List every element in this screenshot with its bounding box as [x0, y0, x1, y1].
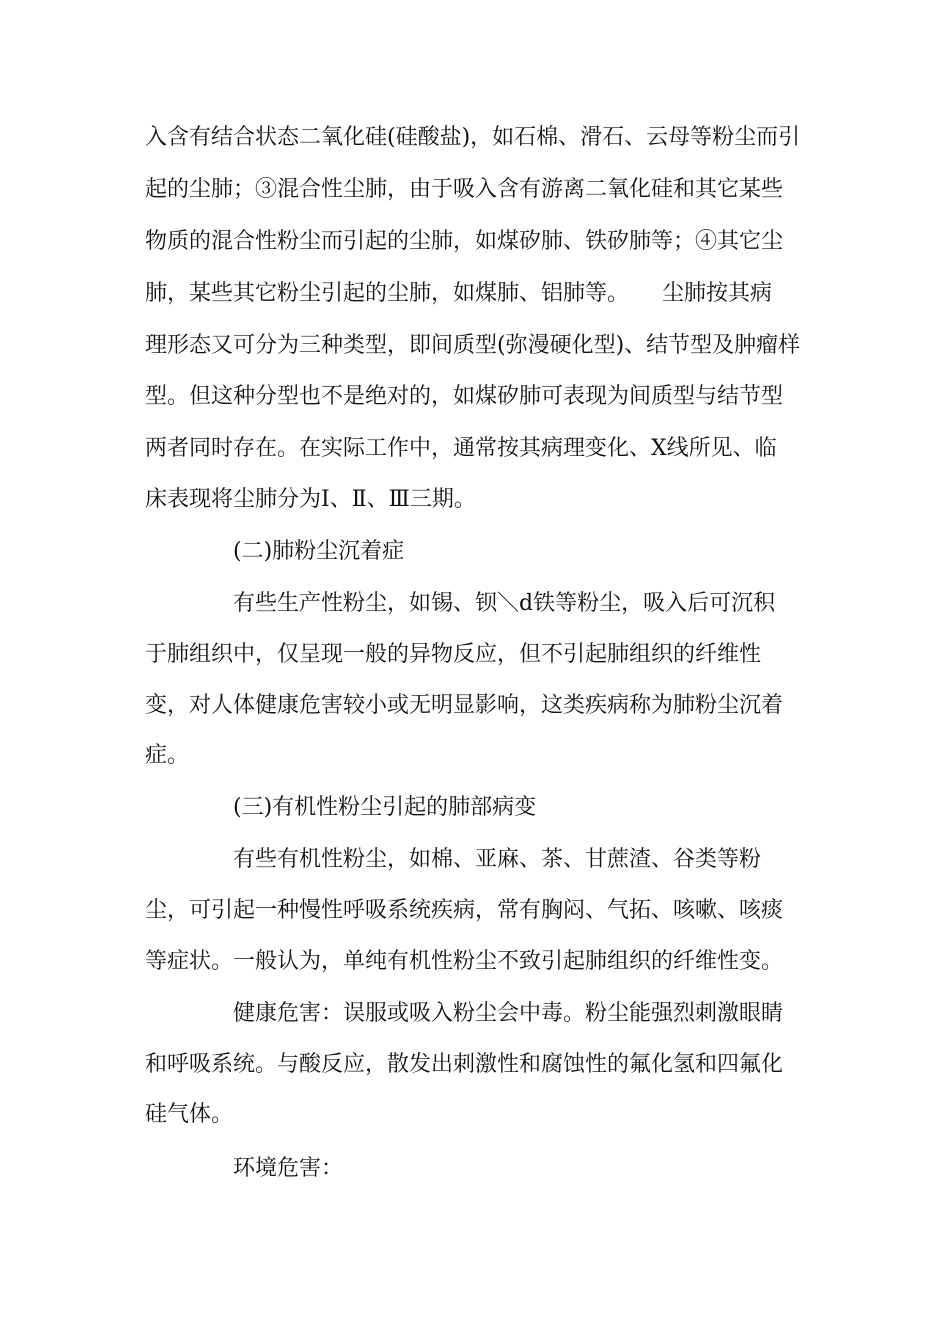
text-line: 尘，可引起一种慢性呼吸系统疾病，常有胸闷、气拓、咳嗽、咳痰: [145, 898, 784, 923]
text-line: 于肺组织中，仅呈现一般的异物反应，但不引起肺组织的纤维性: [145, 642, 762, 667]
section-heading: (二)肺粉尘沉着症: [233, 539, 405, 564]
text-line: 有些生产性粉尘，如锡、钡＼d铁等粉尘，吸入后可沉积: [233, 591, 776, 616]
text-line: 有些有机性粉尘，如棉、亚麻、茶、甘蔗渣、谷类等粉: [233, 847, 762, 872]
text-line: 理形态又可分为三种类型，即间质型(弥漫硬化型)、结节型及肿瘤样: [145, 333, 801, 358]
text-line: 肺，某些其它粉尘引起的尘肺，如煤肺、铝肺等。 尘肺按其病: [145, 281, 773, 306]
text-line: 等症状。一般认为，单纯有机性粉尘不致引起肺组织的纤维性变。: [145, 949, 784, 974]
text-line: 环境危害：: [233, 1156, 344, 1181]
text-line: 物质的混合性粉尘而引起的尘肺，如煤矽肺、铁矽肺等；④其它尘: [145, 229, 784, 254]
section-heading: (三)有机性粉尘引起的肺部病变: [233, 795, 537, 820]
text-line: 两者同时存在。在实际工作中，通常按其病理变化、X线所见、临: [145, 436, 777, 461]
text-line: 床表现将尘肺分为Ⅰ、Ⅱ、Ⅲ三期。: [145, 487, 476, 512]
text-line: 健康危害：误服或吸入粉尘会中毒。粉尘能强烈刺激眼睛: [233, 1001, 784, 1026]
text-line: 症。: [145, 743, 190, 768]
text-line: 硅气体。: [145, 1102, 234, 1127]
text-line: 起的尘肺；③混合性尘肺，由于吸入含有游离二氧化硅和其它某些: [145, 177, 784, 202]
text-line: 型。但这种分型也不是绝对的，如煤矽肺可表现为间质型与结节型: [145, 384, 784, 409]
text-line: 和呼吸系统。与酸反应，散发出刺激性和腐蚀性的氟化氢和四氟化: [145, 1052, 784, 1077]
text-line: 入含有结合状态二氧化硅(硅酸盐)，如石棉、滑石、云母等粉尘而引: [145, 125, 801, 150]
text-line: 变，对人体健康危害较小或无明显影响，这类疾病称为肺粉尘沉着: [145, 693, 784, 718]
